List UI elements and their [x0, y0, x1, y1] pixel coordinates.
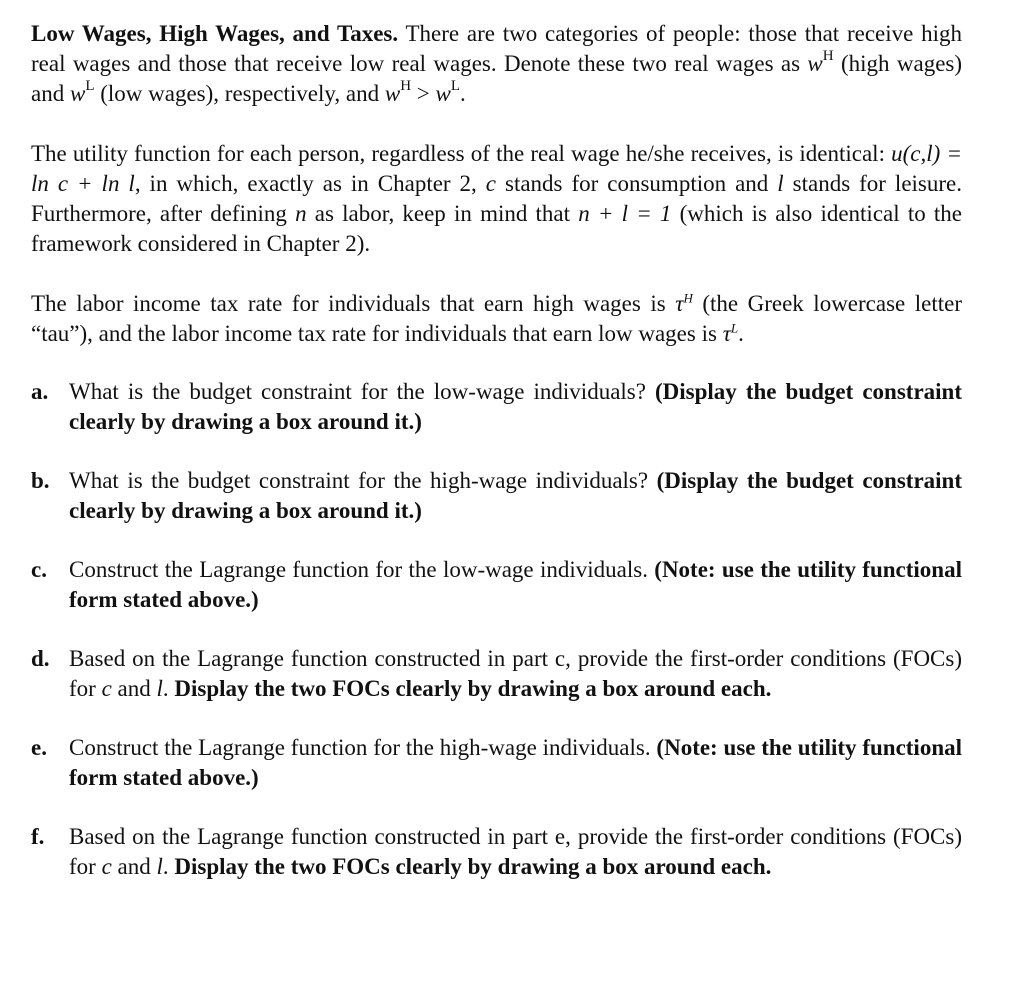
- question-f: [31, 822, 962, 882]
- intro-text-3: (low wages), respectively, and: [94, 81, 385, 106]
- question-letter: a.: [31, 379, 49, 404]
- utility-paragraph: [31, 139, 962, 259]
- utility-text-2: , in which, exactly as in Chapter 2,: [134, 171, 486, 196]
- problem-title: Low Wages, High Wages, and Taxes.: [31, 21, 399, 46]
- question-text: Based on the Lagrange function constructed in part c, provide the first-order conditions (FOCs) for: [69, 646, 962, 701]
- consumption-var: c: [485, 171, 497, 196]
- question-text: Based on the Lagrange function constructed in part e, provide the first-order conditions (FOCs) for: [69, 824, 962, 879]
- question-text-and: and: [111, 676, 157, 701]
- consumption-var: c: [101, 854, 112, 879]
- tau-low-sup: L: [730, 320, 739, 336]
- ineq-right-sup: L: [450, 78, 461, 95]
- intro-text-1: There are two categories of people: those that receive high real wages and those that receive low real wages. Denote these two real wages as: [31, 21, 962, 76]
- ineq-left-symbol: w: [384, 81, 401, 106]
- question-instruction: (Display the budget constraint clearly by drawing a box around it.): [69, 379, 962, 434]
- utility-formula: u(c,l) = ln c + ln l: [31, 141, 962, 196]
- leisure-var: l: [777, 171, 784, 196]
- tau-high-sup: H: [683, 290, 693, 306]
- intro-text-2: (high wages) and: [31, 51, 963, 106]
- question-d: [31, 644, 962, 704]
- question-body: [69, 555, 962, 615]
- tax-period: .: [738, 321, 744, 346]
- question-text: Construct the Lagrange function for the low-wage individuals.: [69, 557, 655, 582]
- question-b: [31, 466, 962, 526]
- wage-low-symbol: w: [69, 81, 86, 106]
- tau-high-symbol: τ: [675, 291, 684, 316]
- question-text-period: .: [162, 676, 175, 701]
- tax-text-1: The labor income tax rate for individuals that earn high wages is: [31, 291, 676, 316]
- time-constraint: n + l = 1: [578, 201, 672, 226]
- intro-paragraph: [31, 19, 962, 109]
- tax-text-2: (the Greek lowercase letter “tau”), and the labor income tax rate for individuals that earn low wages is: [31, 291, 962, 346]
- question-text-and: and: [111, 854, 157, 879]
- question-instruction: (Note: use the utility functional form stated above.): [69, 557, 962, 612]
- question-body: [69, 733, 962, 793]
- question-letter: c.: [31, 557, 47, 582]
- wage-high-sup: H: [822, 48, 834, 65]
- question-list: [31, 377, 962, 882]
- utility-text-5: as labor, keep in mind that: [306, 201, 579, 226]
- utility-text-1: The utility function for each person, regardless of the real wage he/she receives, is identical:: [31, 141, 892, 166]
- ineq-left-sup: H: [400, 78, 412, 95]
- question-letter: e.: [31, 735, 47, 760]
- question-letter: f.: [31, 824, 45, 849]
- leisure-var: l: [156, 676, 163, 701]
- question-body: [69, 822, 962, 882]
- question-instruction: Display the two FOCs clearly by drawing a box around each.: [174, 676, 772, 701]
- question-e: [31, 733, 962, 793]
- question-a: [31, 377, 962, 437]
- question-body: [69, 466, 962, 526]
- question-text: What is the budget constraint for the high-wage individuals?: [69, 468, 657, 493]
- question-instruction: (Display the budget constraint clearly by drawing a box around it.): [69, 468, 962, 523]
- utility-text-3: stands for consumption and: [496, 171, 778, 196]
- labor-var: n: [295, 201, 307, 226]
- question-body: [69, 644, 962, 704]
- question-instruction: (Note: use the utility functional form stated above.): [69, 735, 963, 790]
- ineq-right-symbol: w: [435, 81, 451, 106]
- utility-text-6: (which is also identical to the framework considered in Chapter 2).: [31, 201, 962, 256]
- intro-period: .: [460, 81, 466, 106]
- question-text-period: .: [162, 854, 175, 879]
- question-body: [69, 377, 962, 437]
- question-letter: d.: [31, 646, 50, 671]
- tau-low-symbol: τ: [722, 321, 731, 346]
- tax-paragraph: [31, 289, 962, 349]
- problem-document: [31, 19, 962, 882]
- question-instruction: Display the two FOCs clearly by drawing a box around each.: [174, 854, 772, 879]
- question-text: What is the budget constraint for the low-wage individuals?: [69, 379, 655, 404]
- question-letter: b.: [31, 468, 50, 493]
- utility-text-4: stands for leisure. Furthermore, after defining: [31, 171, 962, 226]
- question-c: [31, 555, 962, 615]
- wage-low-sup: L: [85, 78, 95, 95]
- consumption-var: c: [101, 676, 112, 701]
- leisure-var: l: [156, 854, 163, 879]
- question-text: Construct the Lagrange function for the high-wage individuals.: [69, 735, 657, 760]
- ineq-operator: >: [411, 81, 436, 106]
- wage-high-symbol: w: [807, 51, 823, 76]
